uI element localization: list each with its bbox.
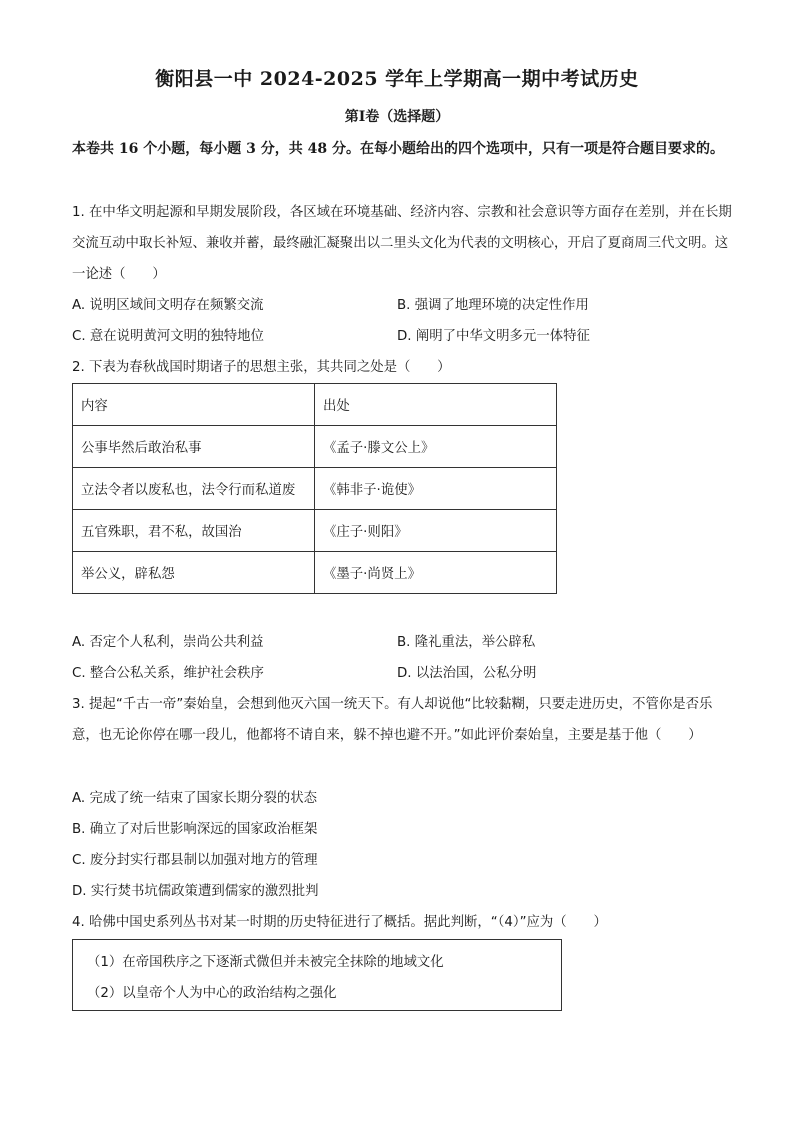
question-3-option-b[interactable]: B. 确立了对后世影响深远的国家政治框架: [72, 822, 318, 837]
table-row: [73, 510, 557, 552]
table-header-row: [73, 384, 557, 426]
table-cell-content: 五官殊职，君不私，故国治: [73, 510, 315, 552]
question-1-option-d[interactable]: D. 阐明了中华文明多元一体特征: [397, 329, 590, 344]
table-row: [73, 468, 557, 510]
question-1-option-b[interactable]: B. 强调了地理环境的决定性作用: [397, 298, 589, 313]
question-4-material-box: [72, 939, 562, 1011]
question-1-stem: 1. 在中华文明起源和早期发展阶段，各区域在环境基础、经济内容、宗教和社会意识等方面存在差别，并在长期交流互动中取长补短、兼收并蓄，最终融汇凝聚出以二里头文化为代表的文明核心，开启了夏商周三代文明。这一论述（ ）: [72, 205, 732, 282]
table-header-source: 出处: [315, 384, 557, 426]
table-cell-source: 《庄子·则阳》: [315, 510, 557, 552]
material-item-2: （2）以皇帝个人为中心的政治结构之强化: [87, 986, 337, 1001]
section-instructions: 本卷共 16 个小题，每小题 3 分，共 48 分。在每小题给出的四个选项中，只有一项是符合题目要求的。: [72, 141, 724, 157]
table-cell-content: 举公义，辟私怨: [73, 552, 315, 594]
question-2-option-d[interactable]: D. 以法治国，公私分明: [397, 666, 537, 681]
section-title: 第Ⅰ卷（选择题）: [344, 109, 450, 125]
question-2-option-b[interactable]: B. 隆礼重法，举公辟私: [397, 635, 536, 650]
question-2-option-c[interactable]: C. 整合公私关系，维护社会秩序: [72, 666, 264, 681]
question-3-option-a[interactable]: A. 完成了统一结束了国家长期分裂的状态: [72, 791, 318, 806]
question-4-stem: 4. 哈佛中国史系列丛书对某一时期的历史特征进行了概括。据此判断，“（4）”应为（ ）: [72, 915, 607, 930]
question-2-table: [72, 383, 557, 594]
table-cell-content: 公事毕然后敢治私事: [73, 426, 315, 468]
table-header-content: 内容: [73, 384, 315, 426]
table-row: [73, 552, 557, 594]
question-2-option-a[interactable]: A. 否定个人私利，崇尚公共利益: [72, 635, 264, 650]
table-cell-source: 《韩非子·诡使》: [315, 468, 557, 510]
table-cell-source: 《孟子·滕文公上》: [315, 426, 557, 468]
question-3-stem: 3. 提起“千古一帝”秦始皇，会想到他灭六国一统天下。有人却说他“比较黏糊，只要走进历史，不管你是否乐意，也无论你停在哪一段儿，他都将不请自来，躲不掉也避不开。”如此评价秦始皇，主要是基于他（ ）: [72, 697, 713, 743]
table-row: [73, 426, 557, 468]
material-item-1: （1）在帝国秩序之下逐渐式微但并未被完全抹除的地域文化: [87, 955, 444, 970]
question-1-option-a[interactable]: A. 说明区域间文明存在频繁交流: [72, 298, 264, 313]
question-3-option-c[interactable]: C. 废分封实行郡县制以加强对地方的管理: [72, 853, 318, 868]
table-cell-source: 《墨子·尚贤上》: [315, 552, 557, 594]
question-1-option-c[interactable]: C. 意在说明黄河文明的独特地位: [72, 329, 264, 344]
question-3-option-d[interactable]: D. 实行焚书坑儒政策遭到儒家的激烈批判: [72, 884, 319, 899]
exam-title: 衡阳县一中 2024-2025 学年上学期高一期中考试历史: [155, 68, 639, 90]
question-2-stem: 2. 下表为春秋战国时期诸子的思想主张，其共同之处是（ ）: [72, 360, 451, 375]
table-cell-content: 立法令者以废私也，法令行而私道废: [73, 468, 315, 510]
